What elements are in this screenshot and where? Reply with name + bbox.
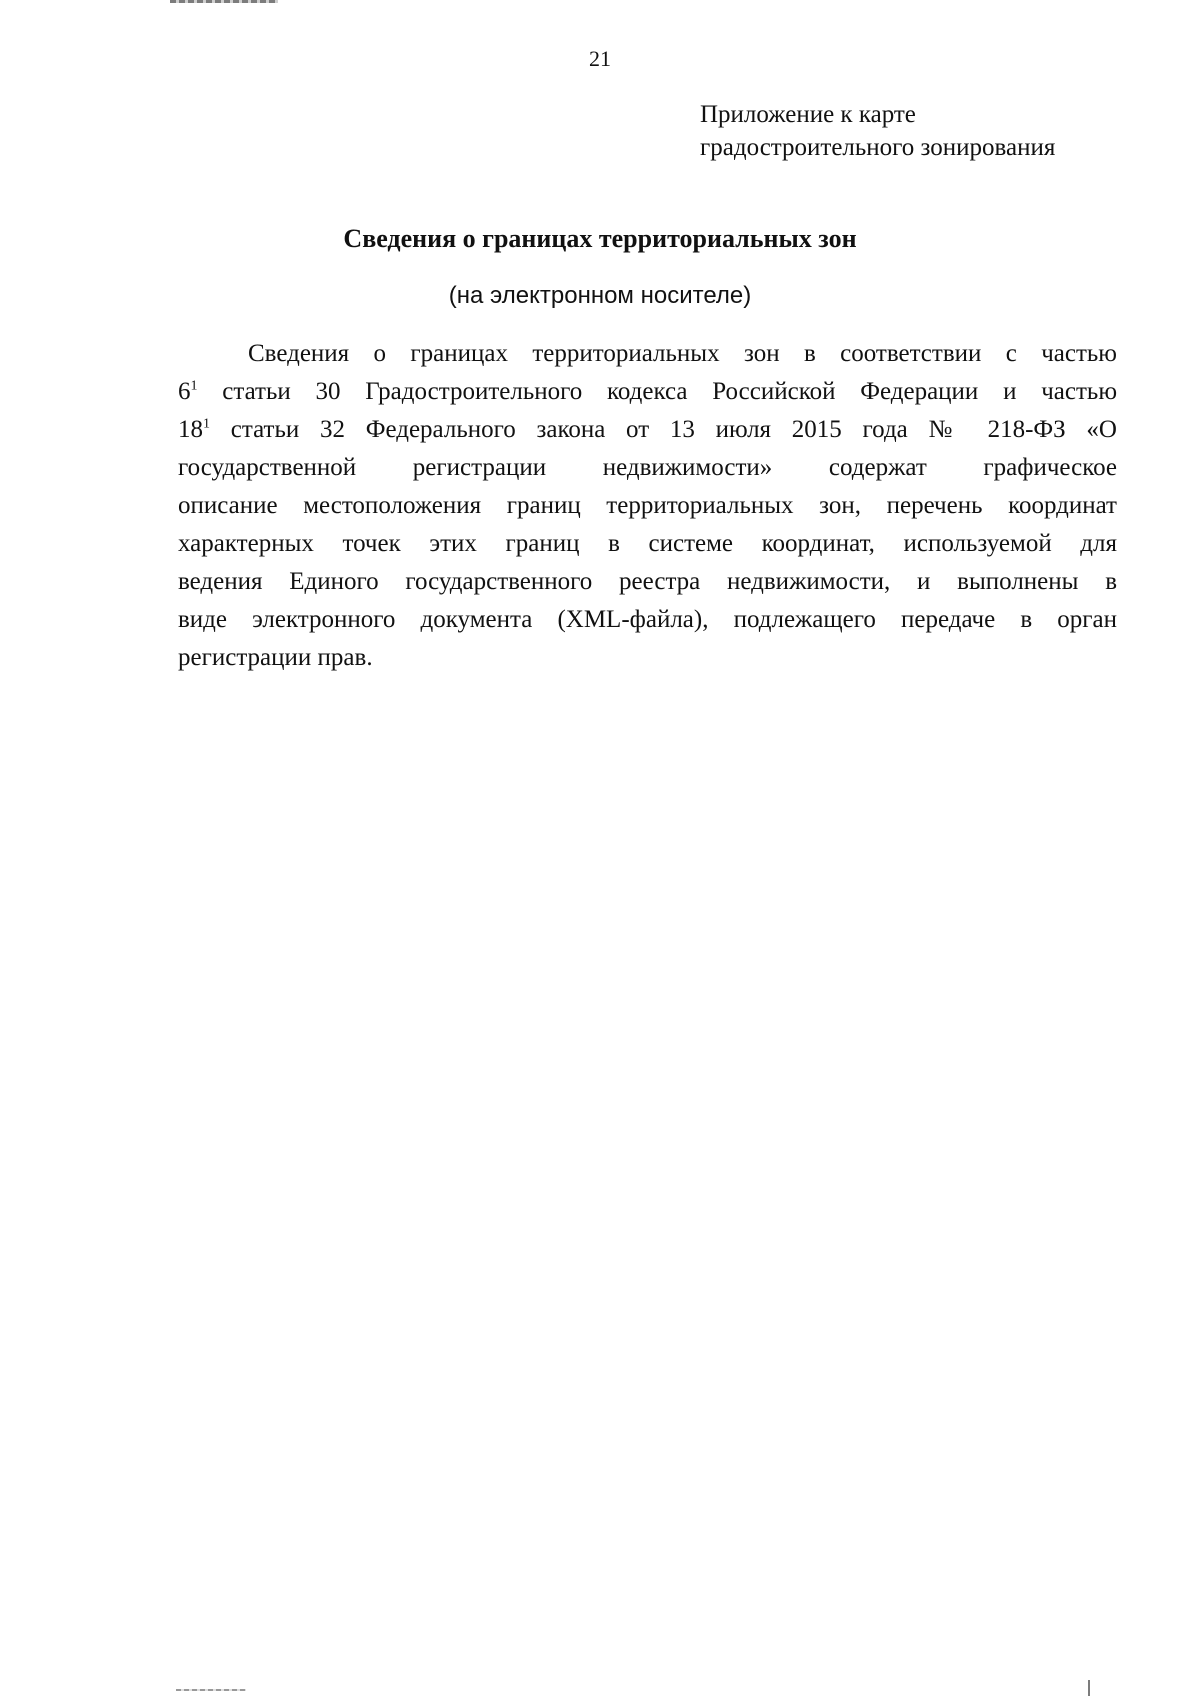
paragraph-line-7: ведения Единого государственного реестра недвижимости, и выполнены в [178, 568, 1117, 595]
paragraph-line-9: регистрации прав. [178, 644, 373, 671]
scan-artifact-top [170, 0, 278, 3]
page-number: 21 [589, 46, 611, 71]
paragraph-line-2 [178, 373, 1117, 411]
paragraph-line-5: описание местоположения границ территориальных зон, перечень координат [178, 492, 1117, 519]
document-title: Сведения о границах территориальных зон [343, 224, 857, 253]
paragraph-line-4: государственной регистрации недвижимости» содержат графическое [178, 454, 1117, 481]
appendix-line-2: градостроительного зонирования [700, 134, 1056, 161]
scan-artifact-bottom-left [176, 1689, 246, 1691]
superscript-index: 1 [190, 378, 198, 394]
scan-artifact-bottom-right [1088, 1680, 1090, 1696]
footnote-number: 6 [178, 378, 191, 405]
footnote-number: 18 [178, 416, 203, 443]
paragraph-line-8: виде электронного документа (XML-файла), подлежащего передаче в орган [178, 606, 1117, 633]
body-paragraph [178, 335, 1117, 677]
paragraph-line-6: характерных точек этих границ в системе координат, используемой для [178, 530, 1117, 557]
paragraph-line-2-text: статьи 30 Градостроительного кодекса Российской Федерации и частью [197, 378, 1117, 405]
superscript-index: 1 [203, 416, 210, 432]
appendix-note [700, 98, 1160, 164]
appendix-line-1: Приложение к карте [700, 101, 916, 128]
paragraph-line-3-text: статьи 32 Федерального закона от 13 июля 2015 года № 218-ФЗ «О [210, 416, 1117, 443]
paragraph-line-3 [178, 411, 1117, 449]
document-subtitle: (на электронном носителе) [448, 282, 752, 309]
paragraph-line-1: Сведения о границах территориальных зон в соответствии с частью [248, 340, 1117, 367]
